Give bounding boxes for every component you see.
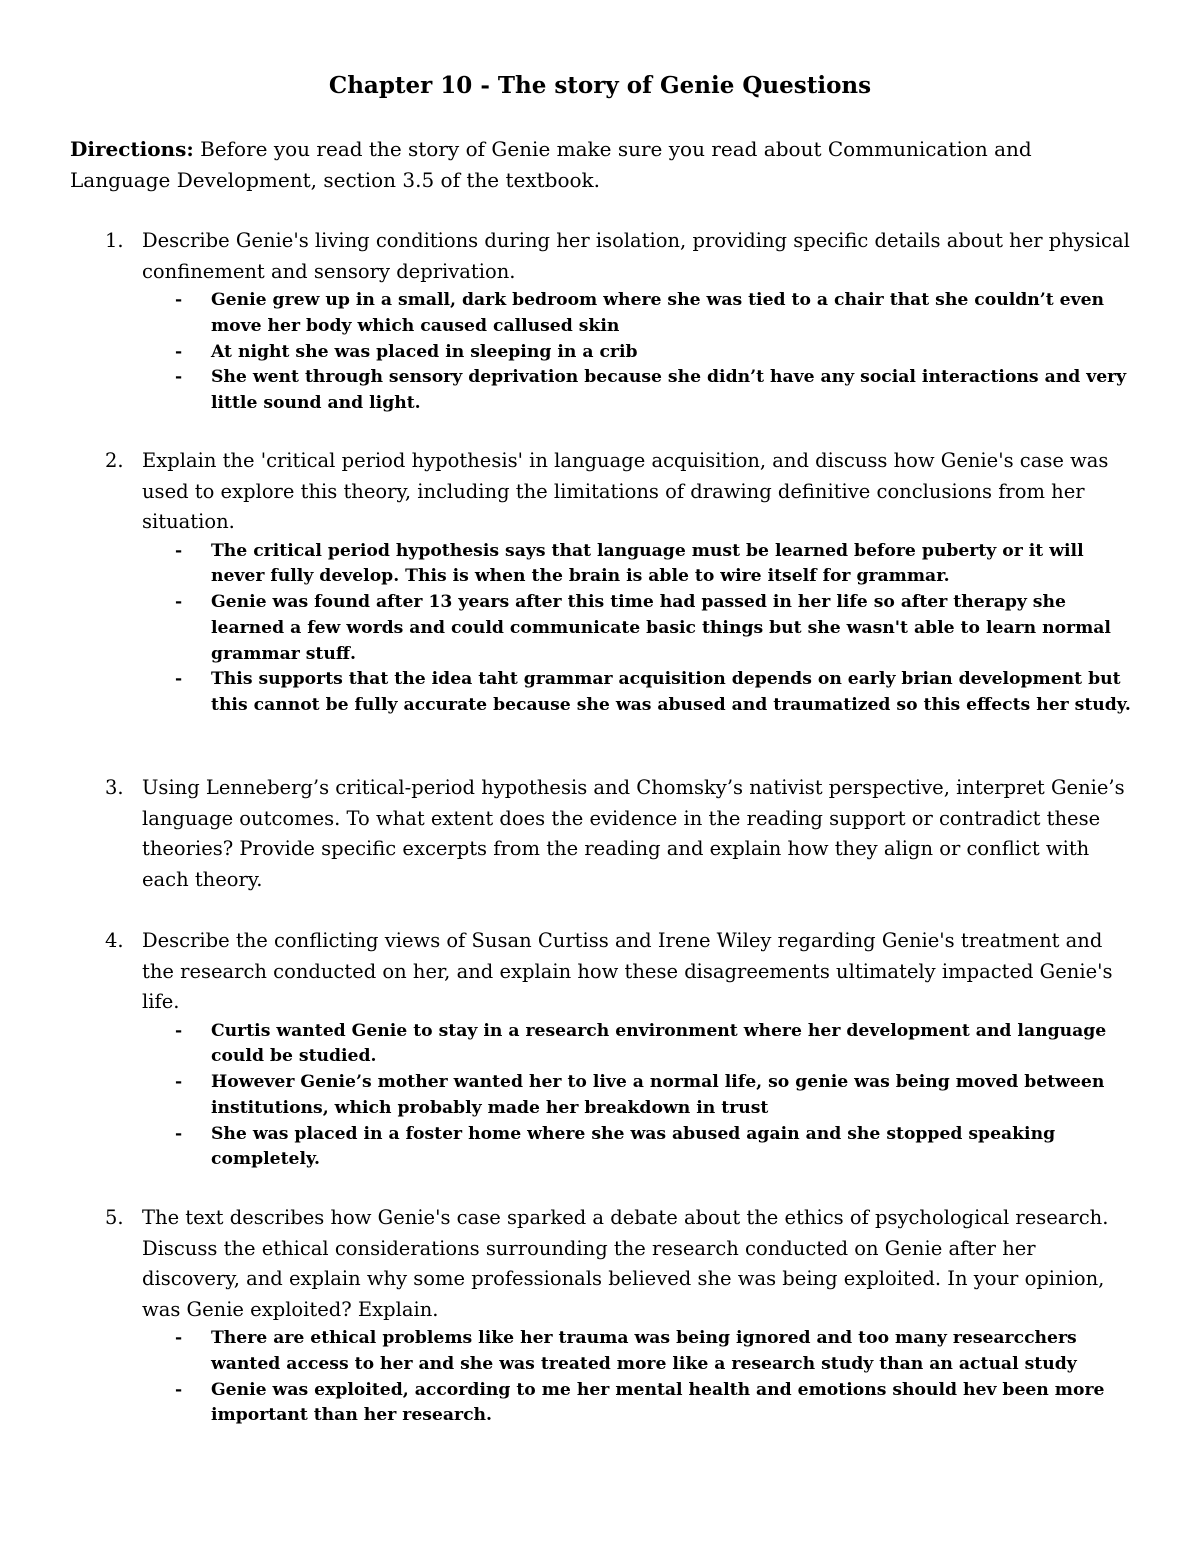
dash-marker: - (175, 341, 183, 362)
answer-text: Genie was found after 13 years after this time had passed in her life so after therapy she learned a few words and could communicate basic things but she wasn't able to learn normal grammar stuff. (211, 592, 1111, 664)
answer-bullet (175, 667, 1132, 719)
answer-text: The critical period hypothesis says that language must be learned before puberty or it will never fully develop. This is when the brain is able to wire itself for grammar. (211, 540, 1084, 587)
directions-paragraph (70, 134, 1130, 196)
question-3-number: 3. (105, 776, 124, 799)
answer-bullet (175, 1019, 1132, 1071)
dash-marker: - (175, 367, 183, 388)
question-4-prompt (70, 926, 1132, 1018)
question-1-number: 1. (105, 229, 124, 252)
question-2-prompt (70, 446, 1132, 538)
answer-text: At night she was placed in sleeping in a crib (211, 341, 638, 362)
question-1-answers (70, 288, 1132, 417)
answer-text: She went through sensory deprivation because she didn’t have any social interactions and very little sound and light. (211, 367, 1127, 414)
question-3 (70, 773, 1132, 895)
answer-text: There are ethical problems like her trauma was being ignored and too many researcchers wanted access to her and she was treated more like a research study than an actual study (211, 1328, 1077, 1374)
question-5-prompt (70, 1203, 1132, 1325)
directions-text: Before you read the story of Genie make sure you read about Communication and Language Development, section 3.5 of the textbook. (70, 137, 1032, 192)
question-4-text: Describe the conflicting views of Susan Curtiss and Irene Wiley regarding Genie's treatment and the research conducted on her, and explain how these disagreements ultimately impacted Genie's life. (142, 929, 1113, 1013)
answer-text: This supports that the idea taht grammar acquisition depends on early brian development but this cannot be fully accurate because she was abused and traumatized so this effects her study. (211, 669, 1131, 716)
question-1-prompt (70, 226, 1132, 287)
question-3-prompt (70, 773, 1132, 895)
dash-marker: - (175, 540, 183, 561)
dash-marker: - (175, 1072, 183, 1093)
dash-marker: - (175, 1328, 183, 1348)
question-4-number: 4. (105, 929, 124, 952)
question-3-text: Using Lenneberg’s critical-period hypothesis and Chomsky’s nativist perspective, interpret Genie’s language outcomes. To what extent does the evidence in the reading support or contradict these theories? Provide specific excerpts from the reading and explain how they align or conflict with each theory. (142, 776, 1125, 891)
answer-bullet (175, 1122, 1132, 1174)
dash-marker: - (175, 1020, 183, 1041)
question-2 (70, 446, 1132, 719)
question-5-number: 5. (105, 1206, 124, 1229)
dash-marker: - (175, 592, 183, 613)
dash-marker: - (175, 669, 183, 690)
question-2-number: 2. (105, 449, 124, 472)
answer-text: Genie grew up in a small, dark bedroom where she was tied to a chair that she couldn’t even move her body which caused callused skin (211, 290, 1105, 336)
answer-bullet (175, 340, 1132, 366)
question-1 (70, 226, 1132, 417)
question-1-text: Describe Genie's living conditions during her isolation, providing specific details about her physical confinement and sensory deprivation. (142, 229, 1130, 283)
answer-bullet (175, 1070, 1132, 1122)
question-2-answers (70, 539, 1132, 720)
dash-marker: - (175, 290, 183, 310)
question-5-text: The text describes how Genie's case sparked a debate about the ethics of psychological research. Discuss the ethical considerations surrounding the research conducted on Genie after her discovery, and explain why some professionals believed she was being exploited. In your opinion, was Genie exploited? Explain. (142, 1206, 1109, 1321)
answer-bullet (175, 539, 1132, 591)
question-5-answers (70, 1326, 1132, 1429)
answer-bullet (175, 365, 1132, 417)
answer-text: However Genie’s mother wanted her to live a normal life, so genie was being moved between institutions, which probably made her breakdown in trust (211, 1072, 1105, 1118)
question-2-text: Explain the 'critical period hypothesis' in language acquisition, and discuss how Genie's case was used to explore this theory, including the limitations of drawing definitive conclusions from her situation. (142, 449, 1109, 533)
answer-bullet (175, 288, 1132, 340)
dash-marker: - (175, 1123, 183, 1144)
answer-text: Curtis wanted Genie to stay in a research environment where her development and language could be studied. (211, 1020, 1107, 1067)
answer-bullet (175, 590, 1132, 667)
dash-marker: - (175, 1379, 183, 1400)
question-4-answers (70, 1019, 1132, 1174)
answer-text: She was placed in a foster home where she was abused again and she stopped speaking completely. (211, 1123, 1056, 1170)
directions-label: Directions: (70, 137, 194, 161)
answer-text: Genie was exploited, according to me her mental health and emotions should hev been more important than her research. (211, 1379, 1105, 1426)
question-5 (70, 1203, 1132, 1429)
question-4 (70, 926, 1132, 1173)
page-title: Chapter 10 - The story of Genie Questions (328, 72, 872, 99)
answer-bullet (175, 1378, 1132, 1430)
answer-bullet (175, 1326, 1132, 1378)
